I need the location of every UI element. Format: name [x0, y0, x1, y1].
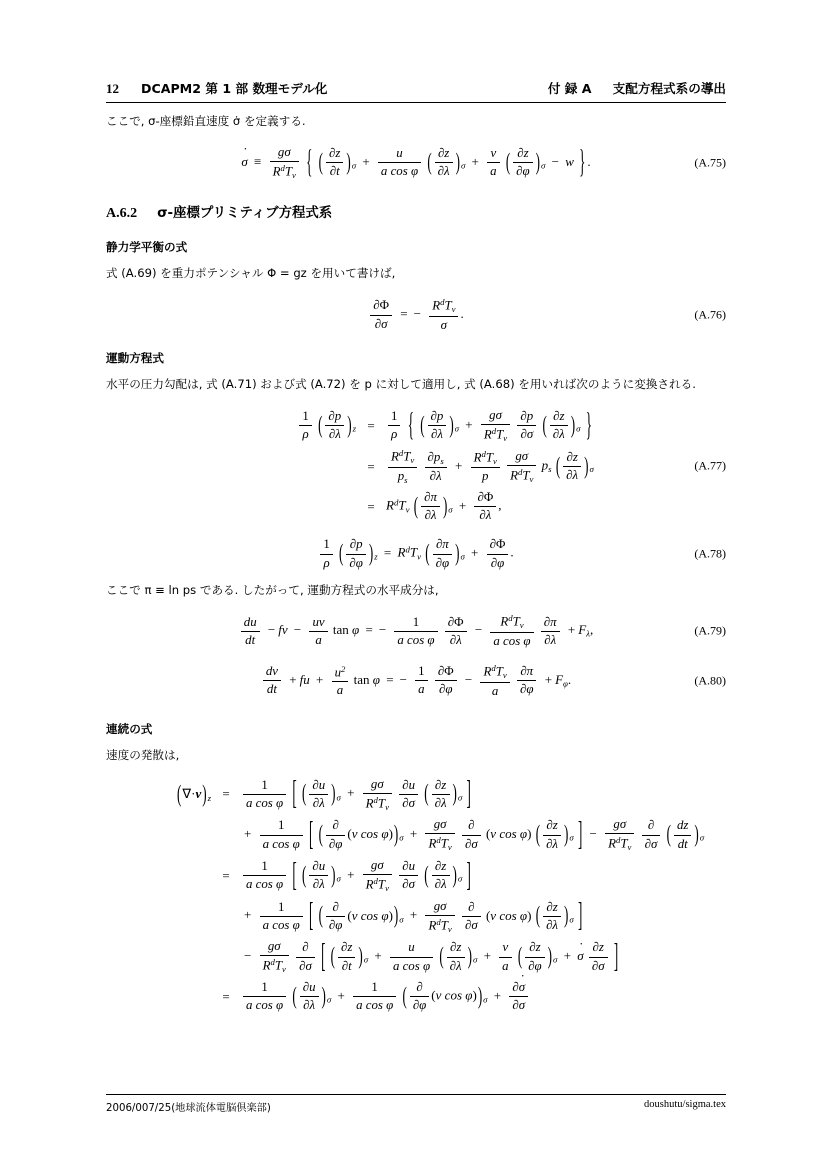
page-content [106, 78, 726, 1021]
equation-a77-line1: $\frac{1}{\rho}$ ( $\frac{\partial p}{\partial\lambda}$ )$_z$ = $\frac{1}{\rho}$ { ( $\frac{\partial p}{\partial\lambda}$ )$_\sigma$ + $\frac{g\sigma}{R^dT_v}$ $\frac{\partial p}{\partial\sigma}$ ( $\frac{\partial z}{\partial\lambda}$ )$_\sigma$ } [106, 408, 726, 444]
paragraph-hydrostatic: 式 (A.69) を重力ポテンシャル Φ = gz を用いて書けば, [106, 266, 396, 281]
divergence-line-1: $(\nabla\cdot v)_z$ = $\frac{1}{\text{a cos φ}}$ [ ( $\frac{\partial u}{\partial\lambda}$ )$_\sigma$ + $\frac{g\sigma}{R^dT_v}$ $\frac{\partial u}{\partial\sigma}$ ( $\frac{\partial z}{\partial\lambda}$ )$_\sigma$ ] [177, 772, 471, 812]
footer-left: 2006/007/25(地球流体電脳倶楽部) [106, 1103, 271, 1114]
page-footer [106, 1094, 726, 1114]
equation-a77-line2: = $\frac{R^dT_v}{p_s}$ $\frac{\partial p_s}{\partial\lambda}$ + $\frac{R^dT_v}{p}$ $\frac{g\sigma}{R^dT_v}$ $p_s$ ( $\frac{\partial z}{\partial\lambda}$ )$_\sigma$ [367, 448, 594, 485]
subheading-hydrostatic: 静力学平衡の式 [106, 240, 188, 255]
intro-paragraph: ここで, σ-座標鉛直速度 σ̇ を定義する. [106, 114, 306, 128]
equation-tag-a79: (A.79) [694, 623, 726, 638]
equation-a80-row [106, 663, 726, 699]
equation-a79-row [106, 613, 726, 649]
equation-tag-a77: (A.77) [694, 458, 726, 472]
divergence-line-4: + $\frac{1}{\text{a cos φ}}$ [ ( $\frac{\partial}{\partial\varphi}$ (v $\cos \varphi))_\sigma$ + $\frac{g\sigma}{R^dT_v}$ $\frac{\partial}{\partial\sigma}$ (v cos φ) ( $\frac{\partial z}{\partial\lambda}$ )$_\sigma$ ] [244, 894, 583, 934]
section-title: σ-座標プリミティブ方程式系 [157, 206, 333, 222]
footer-right: doushutu/sigma.tex [644, 1099, 726, 1110]
page-header [106, 78, 726, 103]
equation-a78: $\frac{1}{\rho}$ ( $\frac{\partial p}{\partial\varphi}$ )$_z = R^dT_v$ ( $\frac{\partial\pi}{\partial\varphi}$ )$_\sigma$ + $\frac{\partial\Phi}{\partial\varphi}$ . [318, 537, 513, 570]
equation-a75: σ ˙ ≡ $\frac{g\sigma}{R^dT_v}$ { ( $\frac{\partial z}{\partial t}$ )$_\sigma$ + $\frac{u}{\text{a cos φ}}$ ( $\frac{\partial z}{\partial\lambda}$ )$_\sigma$ + $\frac{v}{a}$ ( $\frac{\partial z}{\partial\varphi}$ )$_\sigma - w$ } . [241, 145, 590, 181]
paragraph-pi-definition: ここで π ≡ ln ps である. したがって, 運動方程式の水平成分は, [106, 582, 439, 597]
subheading-momentum: 運動方程式 [106, 350, 164, 365]
equation-a76: $\frac{\partial\Phi}{\partial\sigma}$ = − $\frac{R^dT_v}{\sigma}$ . [368, 297, 463, 333]
divergence-line-2: + $\frac{1}{\text{a cos φ}}$ [ ( $\frac{\partial}{\partial\varphi}$ (v $\cos \varphi))_\sigma$ + $\frac{g\sigma}{R^dT_v}$ $\frac{\partial}{\partial\sigma}$ (v cos φ) ( $\frac{\partial z}{\partial\lambda}$ )$_\sigma$ ] − $\frac{g\sigma}{R^dT_v}$ $\frac{\partial}{\partial\sigma}$ ( $\frac{dz}{dt}$ )$_\sigma$ [244, 813, 705, 853]
equation-tag-a78: (A.78) [694, 546, 726, 561]
equation-a80: $\frac{dv}{dt}$ + fu + $\frac{u^2}{a}$ tan φ = − $\frac{1}{a}$ $\frac{\partial\Phi}{\partial\varphi}$ − $\frac{R^dT_v}{a}$ $\frac{\partial\pi}{\partial\varphi}$ + $F_\varphi$. [261, 663, 571, 699]
section-heading [106, 202, 726, 222]
equation-a75-row [106, 141, 726, 181]
page-number: 12 [106, 81, 119, 96]
equation-a78-row [106, 537, 726, 570]
header-appendix-label: 付 録 A [547, 81, 592, 96]
equation-a76-row [106, 297, 726, 333]
divergence-line-3: = $\frac{1}{\text{a cos φ}}$ [ ( $\frac{\partial u}{\partial\lambda}$ )$_\sigma$ + $\frac{g\sigma}{R^dT_v}$ $\frac{\partial u}{\partial\sigma}$ ( $\frac{\partial z}{\partial\lambda}$ )$_\sigma$ ] [222, 853, 471, 894]
equation-a77-line3: = $R^dT_v$ ( $\frac{\partial\pi}{\partial\lambda}$ )$_\sigma$ + $\frac{\partial\Phi}{\partial\lambda}$ , (A.77) [367, 458, 726, 523]
equation-a77-block [106, 404, 726, 524]
equation-a79: $\frac{du}{dt}$ − fv − $\frac{uv}{a}$ tan φ = − $\frac{1}{\text{a cos φ}}$ $\frac{\partial\Phi}{\partial\lambda}$ − $\frac{R^dT_v}{\text{a cos φ}}$ $\frac{\partial\pi}{\partial\lambda}$ + $F_\lambda$, [239, 613, 593, 649]
header-appendix-title: 支配方程式系の導出 [612, 81, 726, 96]
subheading-continuity: 連続の式 [106, 721, 153, 736]
paragraph-divergence: 速度の発散は, [106, 747, 180, 762]
paragraph-momentum: 水平の圧力勾配は, 式 (A.71) および式 (A.72) を p に対して適用し, 式 (A.68) を用いれば次のように変換される. [106, 376, 696, 391]
equation-tag-a80: (A.80) [694, 673, 726, 688]
divergence-line-6: = $\frac{1}{\text{a cos φ}}$ ( $\frac{\partial u}{\partial\lambda}$ )$_\sigma$ + $\frac{1}{\text{a cos φ}}$ ( $\frac{\partial}{\partial\varphi}$ (v $\cos \varphi))_\sigma$ + $\frac{\partial\sigma ˙}{\partial\sigma}$ [106, 980, 726, 1013]
equation-tag-a75: (A.75) [694, 155, 726, 170]
equation-tag-a76: (A.76) [694, 307, 726, 322]
header-right [548, 78, 726, 97]
header-title: DCAPM2 第 1 部 数理モデル化 [141, 81, 328, 96]
divergence-line-5: − $\frac{g\sigma}{R^dT_v}$ $\frac{\partial}{\partial\sigma}$ [ ( $\frac{\partial z}{\partial t}$ )$_\sigma$ + $\frac{u}{\text{a cos φ}}$ ( $\frac{\partial z}{\partial\lambda}$ )$_\sigma$ + $\frac{v}{a}$ ( $\frac{\partial z}{\partial\varphi}$ )$_\sigma + \sigma$ ˙ $\frac{\partial z}{\partial\sigma}$ ] [106, 939, 726, 975]
section-number: A.6.2 [106, 206, 138, 222]
equation-divergence-block [106, 772, 726, 1014]
header-left [106, 78, 327, 97]
